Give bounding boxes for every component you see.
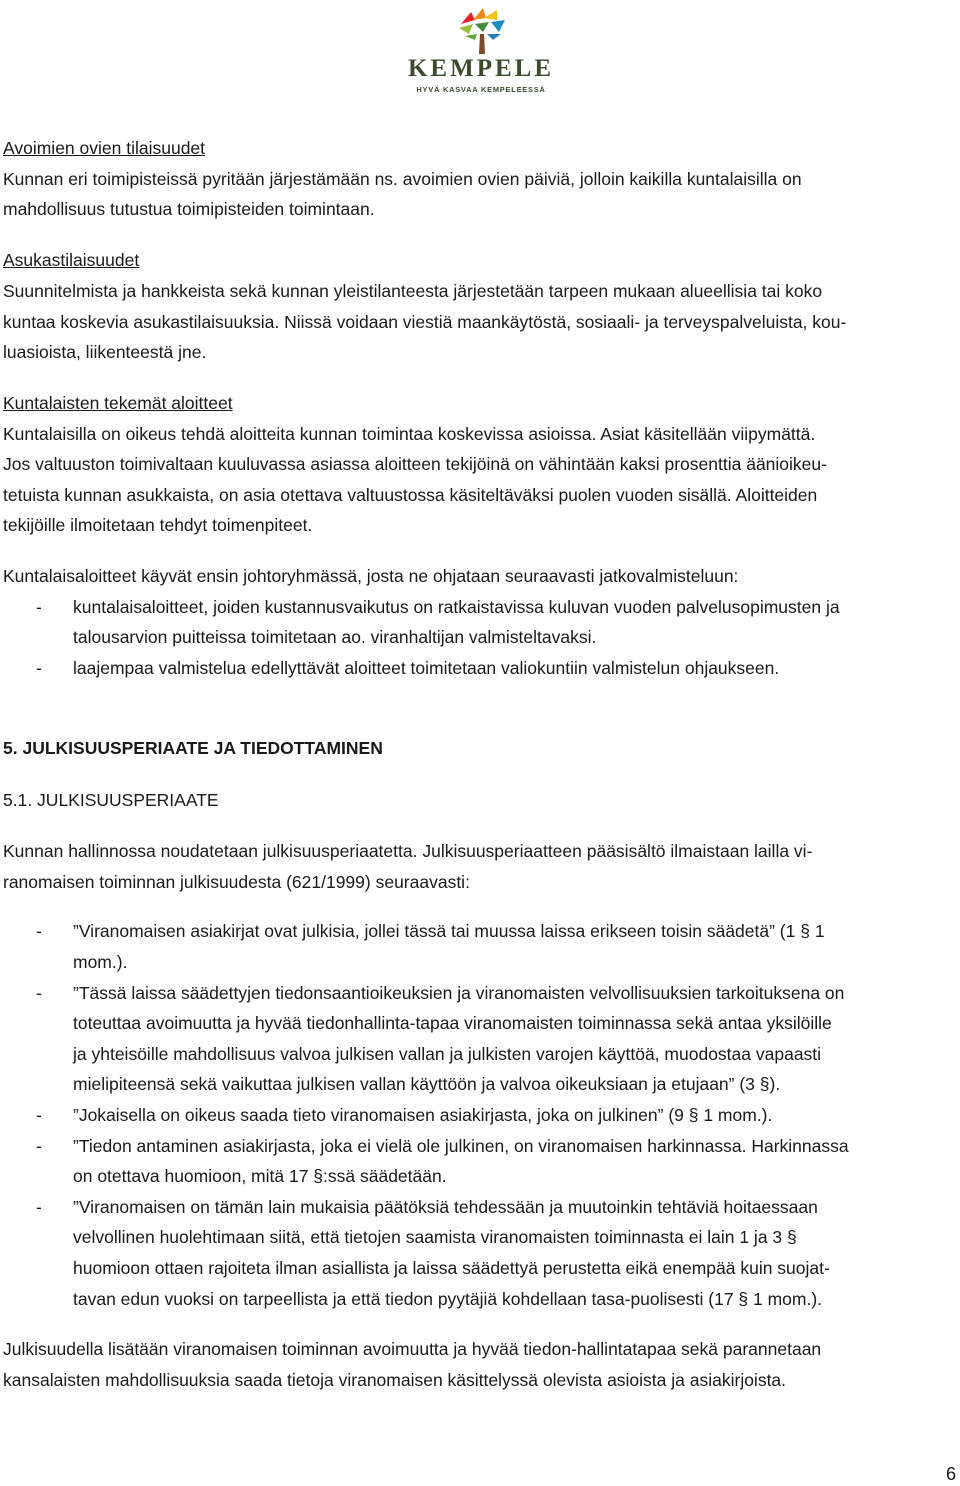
section-heading-open-doors: Avoimien ovien tilaisuudet [3, 138, 206, 158]
list-item-line: mielipiteensä sekä vaikuttaa julkisen vallan käyttöön ja valvoa oikeuksiaan ja etujaan” (3 §). [73, 1074, 781, 1094]
list-item-line: ”Jokaisella on oikeus saada tieto viranomaisen asiakirjasta, joka on julkinen” (9 § 1 mom.). [73, 1105, 773, 1125]
section-heading-resident-events: Asukastilaisuudet [3, 250, 140, 270]
list-item-line: ”Viranomaisen on tämän lain mukaisia päätöksiä tehdessään ja muutoinkin tehtäviä hoitaessaan [73, 1197, 818, 1217]
logo-wordmark: KEMPELE [407, 55, 554, 82]
list-dash: - [36, 1197, 42, 1217]
list-item-line: ja yhteisöille mahdollisuus valvoa julkisen vallan ja julkisten varojen käyttöä, muodostaa vapaasti [73, 1044, 822, 1064]
list-item-line: toteuttaa avoimuutta ja hyvää tiedonhallinta-tapaa viranomaisten toiminnassa sekä antaa yksilöille [73, 1013, 832, 1033]
paragraph-line: Kunnan eri toimipisteissä pyritään järjestämään ns. avoimien ovien päiviä, jolloin kaikilla kuntalaisilla on [3, 169, 802, 189]
paragraph-line: kansalaisten mahdollisuuksia saada tietoja viranomaisen käsittelyssä olevista asioista ja asiakirjoista. [3, 1370, 787, 1390]
list-dash: - [36, 1105, 42, 1125]
paragraph-line: mahdollisuus tutustua toimipisteiden toimintaan. [3, 199, 375, 219]
tree-logo-icon [453, 6, 511, 56]
paragraph-line: kuntaa koskevia asukastilaisuuksia. Niissä voidaan viestiä maankäytöstä, sosiaali- ja terveyspalveluista, kou- [3, 312, 847, 332]
kempele-logo [404, 6, 558, 94]
list-item-line: on otettava huomioon, mitä 17 §:ssä säädetään. [73, 1166, 447, 1186]
list-item-line: ”Tässä laissa säädettyjen tiedonsaantioikeuksien ja viranomaisten velvollisuuksien tarkoituksena on [73, 983, 845, 1003]
list-dash: - [36, 597, 42, 617]
list-item-line: huomioon ottaen rajoiteta ilman asiallista ja laissa säädettyä perustetta eikä enempää kuin suojat- [73, 1258, 830, 1278]
paragraph-line: tekijöille ilmoitetaan tehdyt toimenpiteet. [3, 515, 313, 535]
logo-tagline: HYVÄ KASVAA KEMPELEESSÄ [416, 85, 546, 94]
paragraph-line: Julkisuudella lisätään viranomaisen toiminnan avoimuutta ja hyvää tiedon-hallintatapaa sekä parannetaan [3, 1339, 822, 1359]
paragraph-line: Jos valtuuston toimivaltaan kuuluvassa asiassa aloitteen tekijöinä on vähintään kaksi prosenttia äänioikeu- [3, 454, 827, 474]
chapter-heading: 5. JULKISUUSPERIAATE JA TIEDOTTAMINEN [3, 738, 383, 758]
paragraph-line: Kuntalaisilla on oikeus tehdä aloitteita kunnan toimintaa koskevissa asioissa. Asiat käsitellään viipymättä. [3, 424, 816, 444]
list-item-line: talousarvion puitteissa toimitetaan ao. viranhaltijan valmisteltavaksi. [73, 627, 597, 647]
list-item-line: kuntalaisaloitteet, joiden kustannusvaikutus on ratkaistavissa kuluvan vuoden palvelusopimusten ja [73, 597, 840, 617]
page-number: 6 [945, 1464, 956, 1484]
initiatives-intro: Kuntalaisaloitteet käyvät ensin johtoryhmässä, josta ne ohjataan seuraavasti jatkovalmisteluun: [3, 566, 739, 586]
list-dash: - [36, 1136, 42, 1156]
list-item-line: ”Viranomaisen asiakirjat ovat julkisia, jollei tässä tai muussa laissa erikseen toisin säädetä” (1 § 1 [73, 921, 825, 941]
paragraph-line: Kunnan hallinnossa noudatetaan julkisuusperiaatetta. Julkisuusperiaatteen pääsisältö ilmaistaan lailla vi- [3, 841, 813, 861]
subchapter-heading: 5.1. JULKISUUSPERIAATE [3, 790, 219, 810]
paragraph-line: luasioista, liikenteestä jne. [3, 342, 207, 362]
list-item-line: mom.). [73, 952, 128, 972]
list-dash: - [36, 658, 42, 678]
paragraph-line: ranomaisen toiminnan julkisuudesta (621/1999) seuraavasti: [3, 872, 470, 892]
section-heading-initiatives: Kuntalaisten tekemät aloitteet [3, 393, 233, 413]
list-item-line: laajempaa valmistelua edellyttävät aloitteet toimitetaan valiokuntiin valmistelun ohjaukseen. [73, 658, 780, 678]
list-item-line: velvollinen huolehtimaan siitä, että tietojen saamista viranomaisten toiminnasta ei lain 1 ja 3 § [73, 1227, 797, 1247]
list-item-line: tavan edun vuoksi on tarpeellista ja että tiedon pyytäjiä kohdellaan tasa-puolisesti (17 § 1 mom.). [73, 1289, 823, 1309]
list-item-line: ”Tiedon antaminen asiakirjasta, joka ei vielä ole julkinen, on viranomaisen harkinnassa. Harkinnassa [73, 1136, 849, 1156]
list-dash: - [36, 983, 42, 1003]
paragraph-line: tetuista kunnan asukkaista, on asia otettava valtuustossa käsiteltäväksi puolen vuoden sisällä. Aloitteiden [3, 485, 818, 505]
list-dash: - [36, 921, 42, 941]
paragraph-line: Suunnitelmista ja hankkeista sekä kunnan yleistilanteesta järjestetään tarpeen mukaan alueellisia tai koko [3, 281, 823, 301]
